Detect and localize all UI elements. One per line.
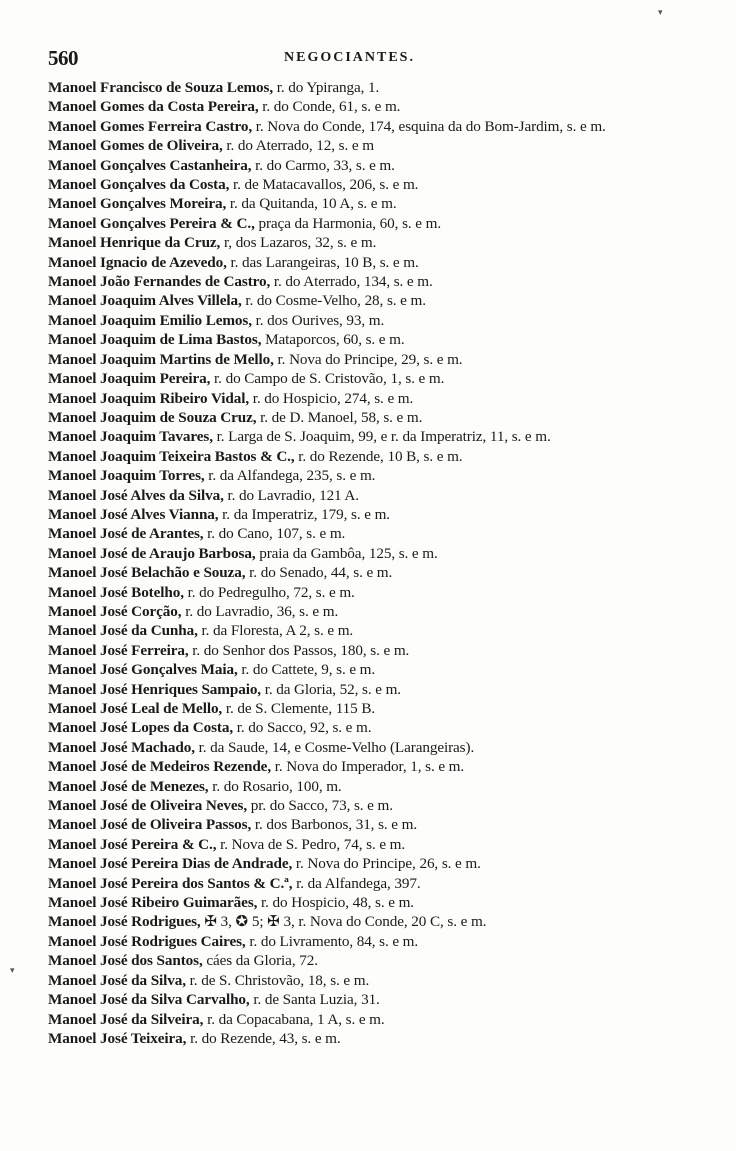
merchant-address: r. Nova do Conde, 174, esquina da do Bom-Jardim, s. e m. xyxy=(252,117,606,135)
merchant-address: r. de S. Clemente, 115 B. xyxy=(222,700,376,717)
merchant-entry xyxy=(48,699,696,718)
merchant-entry xyxy=(48,680,696,699)
merchant-address: r. do Aterrado, 12, s. e m xyxy=(222,137,374,155)
merchant-name: Manoel Joaquim Ribeiro Vidal, xyxy=(48,389,250,407)
merchant-entry xyxy=(48,796,696,815)
merchant-address: r. dos Ourives, 93, m. xyxy=(251,311,385,329)
page-header xyxy=(48,46,688,70)
merchant-entry xyxy=(48,97,696,116)
merchant-name: Manoel Joaquim Alves Villela, xyxy=(48,292,242,310)
merchant-entry xyxy=(48,660,696,679)
merchant-address: r. do Conde, 61, s. e m. xyxy=(258,98,401,116)
merchant-name: Manoel Gonçalves da Costa, xyxy=(48,176,230,194)
merchant-address: r. da Saude, 14, e Cosme-Velho (Larangeiras). xyxy=(194,738,475,756)
merchant-address: r. Nova de S. Pedro, 74, s. e m. xyxy=(216,835,406,853)
merchant-name: Manoel José Ribeiro Guimarães, xyxy=(48,894,258,912)
merchant-address: r. do Lavradio, 121 A. xyxy=(223,486,359,504)
merchant-list xyxy=(48,78,696,1048)
merchant-entry xyxy=(48,641,696,660)
merchant-entry xyxy=(48,486,696,505)
merchant-name: Manoel José de Oliveira Passos, xyxy=(48,816,252,834)
merchant-entry xyxy=(48,563,696,582)
merchant-address: praia da Gambôa, 125, s. e m. xyxy=(255,544,438,562)
merchant-name: Manoel José Corção, xyxy=(48,602,182,620)
merchant-entry xyxy=(48,718,696,737)
merchant-entry xyxy=(48,175,696,194)
merchant-address: r. da Floresta, A 2, s. e m. xyxy=(197,622,354,640)
merchant-entry xyxy=(48,544,696,563)
merchant-address: r. do Campo de S. Cristovão, 1, s. e m. xyxy=(210,370,445,388)
merchant-entry xyxy=(48,990,696,1009)
merchant-address: r. Nova do Imperador, 1, s. e m. xyxy=(271,758,465,776)
merchant-entry xyxy=(48,466,696,485)
merchant-entry xyxy=(48,854,696,873)
merchant-address: r. dos Barbonos, 31, s. e m. xyxy=(251,816,418,834)
merchant-name: Manoel Joaquim Pereira, xyxy=(48,370,211,388)
merchant-address: r. do Aterrado, 134, s. e m. xyxy=(270,273,433,291)
merchant-entry xyxy=(48,408,696,427)
merchant-entry xyxy=(48,893,696,912)
merchant-address: r. da Copacabana, 1 A, s. e m. xyxy=(203,1010,385,1028)
merchant-name: Manoel José Ferreira, xyxy=(48,641,189,659)
merchant-name: Manoel José da Silveira, xyxy=(48,1010,204,1028)
merchant-name: Manoel José Pereira Dias de Andrade, xyxy=(48,855,293,873)
merchant-name: Manoel Henrique da Cruz, xyxy=(48,234,221,252)
merchant-name: Manoel José de Oliveira Neves, xyxy=(48,797,248,815)
merchant-entry xyxy=(48,874,696,893)
merchant-name: Manoel Gonçalves Pereira & C., xyxy=(48,214,255,232)
edge-mark-left: ▾ xyxy=(10,966,15,976)
merchant-entry xyxy=(48,971,696,990)
merchant-name: Manoel Joaquim Emilio Lemos, xyxy=(48,311,252,329)
merchant-entry xyxy=(48,932,696,951)
merchant-name: Manoel Gonçalves Castanheira, xyxy=(48,156,252,174)
merchant-name: Manoel José Gonçalves Maia, xyxy=(48,661,238,679)
edge-mark-top: ▾ xyxy=(658,8,663,18)
merchant-address: r. do Cano, 107, s. e m. xyxy=(203,525,346,543)
merchant-name: Manoel José Belachão e Souza, xyxy=(48,564,246,582)
merchant-address: Mataporcos, 60, s. e m. xyxy=(261,331,405,349)
merchant-address: r. de Santa Luzia, 31. xyxy=(249,991,380,1009)
merchant-name: Manoel Joaquim de Souza Cruz, xyxy=(48,408,257,426)
merchant-entry xyxy=(48,777,696,796)
merchant-entry xyxy=(48,136,696,155)
merchant-name: Manoel José Rodrigues, xyxy=(48,913,201,931)
merchant-address: r. do Sacco, 92, s. e m. xyxy=(233,719,372,737)
merchant-name: Manoel José Leal de Mello, xyxy=(48,700,223,717)
merchant-entry xyxy=(48,912,696,931)
merchant-address: r. Nova do Principe, 29, s. e m. xyxy=(273,350,463,368)
merchant-address: r. da Imperatriz, 179, s. e m. xyxy=(218,505,390,523)
merchant-entry xyxy=(48,272,696,291)
merchant-address: cáes da Gloria, 72. xyxy=(202,952,318,970)
merchant-name: Manoel Ignacio de Azevedo, xyxy=(48,253,227,271)
merchant-entry xyxy=(48,505,696,524)
merchant-entry xyxy=(48,330,696,349)
merchant-address: r. do Lavradio, 36, s. e m. xyxy=(181,602,339,620)
merchant-name: Manoel José Botelho, xyxy=(48,583,184,601)
merchant-entry xyxy=(48,291,696,310)
merchant-entry xyxy=(48,583,696,602)
merchant-address: r. do Senado, 44, s. e m. xyxy=(245,564,393,582)
merchant-entry xyxy=(48,233,696,252)
merchant-name: Manoel José Machado, xyxy=(48,738,195,756)
merchant-address: r. do Rezende, 43, s. e m. xyxy=(186,1029,341,1047)
merchant-name: Manoel Gomes Ferreira Castro, xyxy=(48,117,253,135)
merchant-address: r. do Hospicio, 48, s. e m. xyxy=(257,894,414,912)
merchant-address: praça da Harmonia, 60, s. e m. xyxy=(254,214,442,232)
merchant-address: r. da Quitanda, 10 A, s. e m. xyxy=(226,195,397,213)
merchant-name: Manoel José Pereira dos Santos & C.ª, xyxy=(48,874,293,892)
page-number: 560 xyxy=(48,46,78,70)
merchant-name: Manoel Joaquim Teixeira Bastos & C., xyxy=(48,447,295,465)
running-title: NEGOCIANTES. xyxy=(284,50,415,65)
merchant-entry xyxy=(48,350,696,369)
merchant-address: r. do Rezende, 10 B, s. e m. xyxy=(294,447,463,465)
merchant-entry xyxy=(48,214,696,233)
merchant-entry xyxy=(48,738,696,757)
merchant-name: Manoel José Teixeira, xyxy=(48,1029,187,1047)
merchant-entry xyxy=(48,117,696,136)
merchant-name: Manoel Joaquim Martins de Mello, xyxy=(48,350,274,368)
merchant-entry xyxy=(48,253,696,272)
merchant-name: Manoel José de Arantes, xyxy=(48,525,204,543)
merchant-entry xyxy=(48,369,696,388)
merchant-name: Manoel José Alves Vianna, xyxy=(48,505,219,523)
merchant-entry xyxy=(48,621,696,640)
merchant-entry xyxy=(48,389,696,408)
merchant-address: r. do Rosario, 100, m. xyxy=(208,777,342,795)
merchant-entry xyxy=(48,835,696,854)
merchant-address: r. Larga de S. Joaquim, 99, e r. da Imperatriz, 11, s. e m. xyxy=(212,428,551,446)
merchant-address: r. do Pedregulho, 72, s. e m. xyxy=(183,583,355,601)
merchant-name: Manoel José de Menezes, xyxy=(48,777,209,795)
merchant-address: r. do Carmo, 33, s. e m. xyxy=(251,156,395,174)
merchant-address: r. de Matacavallos, 206, s. e m. xyxy=(229,176,419,194)
merchant-name: Manoel José Lopes da Costa, xyxy=(48,719,234,737)
merchant-entry xyxy=(48,757,696,776)
merchant-address: r. do Ypiranga, 1. xyxy=(273,79,380,96)
merchant-address: r. da Gloria, 52, s. e m. xyxy=(261,680,401,698)
merchant-address: r. Nova do Principe, 26, s. e m. xyxy=(292,855,481,873)
merchant-entry xyxy=(48,524,696,543)
merchant-address: r. da Alfandega, 397. xyxy=(292,874,421,892)
merchant-name: Manoel José Henriques Sampaio, xyxy=(48,680,262,698)
merchant-name: Manoel José da Silva, xyxy=(48,971,186,989)
merchant-address: r. de D. Manoel, 58, s. e m. xyxy=(256,408,423,426)
merchant-entry xyxy=(48,194,696,213)
merchant-name: Manoel Gonçalves Moreira, xyxy=(48,195,227,213)
merchant-name: Manoel Joaquim de Lima Bastos, xyxy=(48,331,262,349)
merchant-address: r. das Larangeiras, 10 B, s. e m. xyxy=(226,253,419,271)
merchant-entry xyxy=(48,951,696,970)
merchant-address: r. do Senhor dos Passos, 180, s. e m. xyxy=(188,641,410,659)
merchant-address: r. do Hospicio, 274, s. e m. xyxy=(249,389,414,407)
merchant-address: r. da Alfandega, 235, s. e m. xyxy=(204,467,376,485)
merchant-name: Manoel João Fernandes de Castro, xyxy=(48,273,271,291)
merchant-name: Manoel José Alves da Silva, xyxy=(48,486,224,504)
merchant-name: Manoel Gomes de Oliveira, xyxy=(48,137,223,155)
merchant-entry xyxy=(48,78,696,97)
merchant-name: Manoel José Pereira & C., xyxy=(48,835,217,853)
merchant-name: Manoel Francisco de Souza Lemos, xyxy=(48,79,274,96)
merchant-name: Manoel José da Cunha, xyxy=(48,622,198,640)
merchant-name: Manoel José da Silva Carvalho, xyxy=(48,991,250,1009)
merchant-name: Manoel Joaquim Torres, xyxy=(48,467,205,485)
merchant-name: Manoel Gomes da Costa Pereira, xyxy=(48,98,259,116)
merchant-entry xyxy=(48,447,696,466)
merchant-address: r, dos Lazaros, 32, s. e m. xyxy=(220,234,377,252)
merchant-entry xyxy=(48,311,696,330)
merchant-address: r. do Cattete, 9, s. e m. xyxy=(237,661,376,679)
merchant-entry xyxy=(48,1029,696,1048)
merchant-name: Manoel José de Araujo Barbosa, xyxy=(48,544,256,562)
merchant-address: pr. do Sacco, 73, s. e m. xyxy=(247,797,393,815)
merchant-address: r. de S. Christovão, 18, s. e m. xyxy=(185,971,370,989)
merchant-name: Manoel José de Medeiros Rezende, xyxy=(48,758,272,776)
merchant-address: ✠ 3, ✪ 5; ✠ 3, r. Nova do Conde, 20 C, s. e m. xyxy=(200,913,487,931)
merchant-entry xyxy=(48,815,696,834)
merchant-entry xyxy=(48,427,696,446)
merchant-entry xyxy=(48,156,696,175)
merchant-name: Manoel José dos Santos, xyxy=(48,952,203,970)
merchant-address: r. do Livramento, 84, s. e m. xyxy=(245,932,419,950)
merchant-entry xyxy=(48,1010,696,1029)
merchant-address: r. do Cosme-Velho, 28, s. e m. xyxy=(241,292,426,310)
merchant-name: Manoel Joaquim Tavares, xyxy=(48,428,213,446)
merchant-name: Manoel José Rodrigues Caires, xyxy=(48,932,246,950)
merchant-entry xyxy=(48,602,696,621)
